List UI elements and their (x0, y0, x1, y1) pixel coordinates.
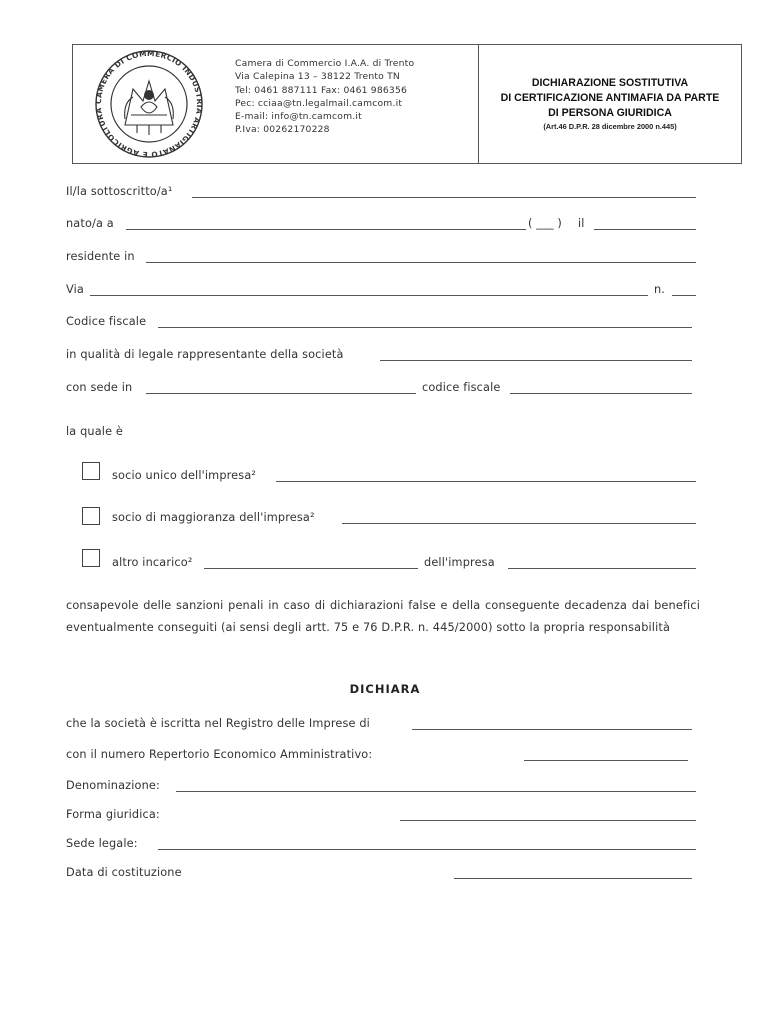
title-line-3: DI PERSONA GIURIDICA (548, 106, 672, 119)
field-denominazione[interactable] (176, 791, 696, 792)
row-socio-maggioranza (66, 511, 698, 527)
label-data-costituzione: Data di costituzione (66, 866, 182, 879)
row-qualita (66, 348, 698, 364)
label-registro: che la società è iscritta nel Registro delle Imprese di (66, 717, 370, 730)
field-impresa[interactable] (508, 568, 696, 569)
contact-phone: Tel: 0461 887111 Fax: 0461 986356 (235, 84, 408, 96)
title-note: (Art.46 D.P.R. 28 dicembre 2000 n.445) (543, 121, 677, 131)
row-sottoscritto (66, 185, 698, 201)
label-dell-impresa: dell'impresa (424, 556, 495, 569)
label-qualita: in qualità di legale rappresentante della società (66, 348, 344, 361)
row-forma (66, 808, 698, 824)
title-line-2: DI CERTIFICAZIONE ANTIMAFIA DA PARTE (500, 91, 720, 104)
field-forma-giuridica[interactable] (400, 820, 696, 821)
contact-email: E-mail: info@tn.camcom.it (235, 111, 362, 123)
row-la-quale (66, 425, 698, 441)
consapevole-paragraph: consapevole delle sanzioni penali in caso di dichiarazioni false e della conseguente decadenza dai benefici eventualmente conseguiti (ai sensi degli artt. 75 e 76 D.P.R. n. 445/2000) sotto la propria responsabilità (66, 599, 700, 634)
label-sottoscritto: Il/la sottoscritto/a¹ (66, 185, 173, 198)
label-provincia: ( ___ ) (528, 217, 562, 230)
field-socio-maggioranza[interactable] (342, 523, 696, 524)
contact-line: Camera di Commercio I.A.A. di Trento (235, 58, 415, 69)
label-altro-incarico: altro incarico² (112, 556, 193, 569)
row-sede (66, 381, 698, 397)
chamber-logo (73, 45, 225, 163)
row-residente (66, 250, 698, 266)
field-sede-legale[interactable] (158, 849, 696, 850)
field-sottoscritto[interactable] (192, 197, 696, 198)
label-via: Via (66, 283, 84, 296)
field-via[interactable] (90, 295, 648, 296)
row-codice-fiscale (66, 315, 698, 331)
field-codice-fiscale-societa[interactable] (510, 393, 692, 394)
field-altro-incarico[interactable] (204, 568, 418, 569)
dichiara-heading: DICHIARA (349, 682, 421, 696)
field-registro[interactable] (412, 729, 692, 730)
svg-text:CAMERA DI COMMERCIO INDUSTRIA (73, 45, 204, 159)
logo-ring-text: CAMERA DI COMMERCIO INDUSTRIA ARTIGIANATO E AGRICOLTURA (93, 48, 205, 160)
label-denominazione: Denominazione: (66, 779, 160, 792)
label-rea: con il numero Repertorio Economico Amministrativo: (66, 748, 373, 761)
row-rea (66, 748, 698, 764)
contact-pec: Pec: cciaa@tn.legalmail.camcom.it (235, 97, 403, 109)
label-numero: n. (654, 283, 666, 296)
field-socio-unico[interactable] (276, 481, 696, 482)
field-numero[interactable] (672, 295, 696, 296)
label-forma-giuridica: Forma giuridica: (66, 808, 160, 821)
label-la-quale: la quale è (66, 425, 124, 438)
label-residente: residente in (66, 250, 135, 263)
row-socio-unico (66, 469, 698, 485)
row-altro-incarico (66, 556, 698, 572)
contact-piva: P.Iva: 00262170228 (235, 124, 330, 136)
contact-block (235, 57, 480, 137)
document-title (479, 45, 741, 163)
header-box (72, 44, 742, 164)
contact-address: Via Calepina 13 – 38122 Trento TN (235, 71, 401, 83)
row-sede-legale (66, 837, 698, 853)
field-societa[interactable] (380, 360, 692, 361)
field-data-costituzione[interactable] (454, 878, 692, 879)
label-con-sede: con sede in (66, 381, 133, 394)
field-rea[interactable] (524, 760, 688, 761)
label-codice-fiscale-societa: codice fiscale (422, 381, 501, 394)
label-nato: nato/a a (66, 217, 114, 230)
field-luogo-nascita[interactable] (126, 229, 526, 230)
label-socio-maggioranza: socio di maggioranza dell'impresa² (112, 511, 315, 524)
row-nato (66, 217, 698, 233)
row-via (66, 283, 698, 299)
label-il: il (578, 217, 585, 230)
row-data-costituzione (66, 866, 698, 882)
field-data-nascita[interactable] (594, 229, 696, 230)
row-registro (66, 717, 698, 733)
label-sede-legale: Sede legale: (66, 837, 138, 850)
title-line-1: DICHIARAZIONE SOSTITUTIVA (531, 76, 689, 89)
field-sede[interactable] (146, 393, 416, 394)
field-residente[interactable] (146, 262, 696, 263)
label-socio-unico: socio unico dell'impresa² (112, 469, 257, 482)
label-codice-fiscale: Codice fiscale (66, 315, 147, 328)
row-denominazione (66, 779, 698, 795)
field-codice-fiscale[interactable] (158, 327, 692, 328)
